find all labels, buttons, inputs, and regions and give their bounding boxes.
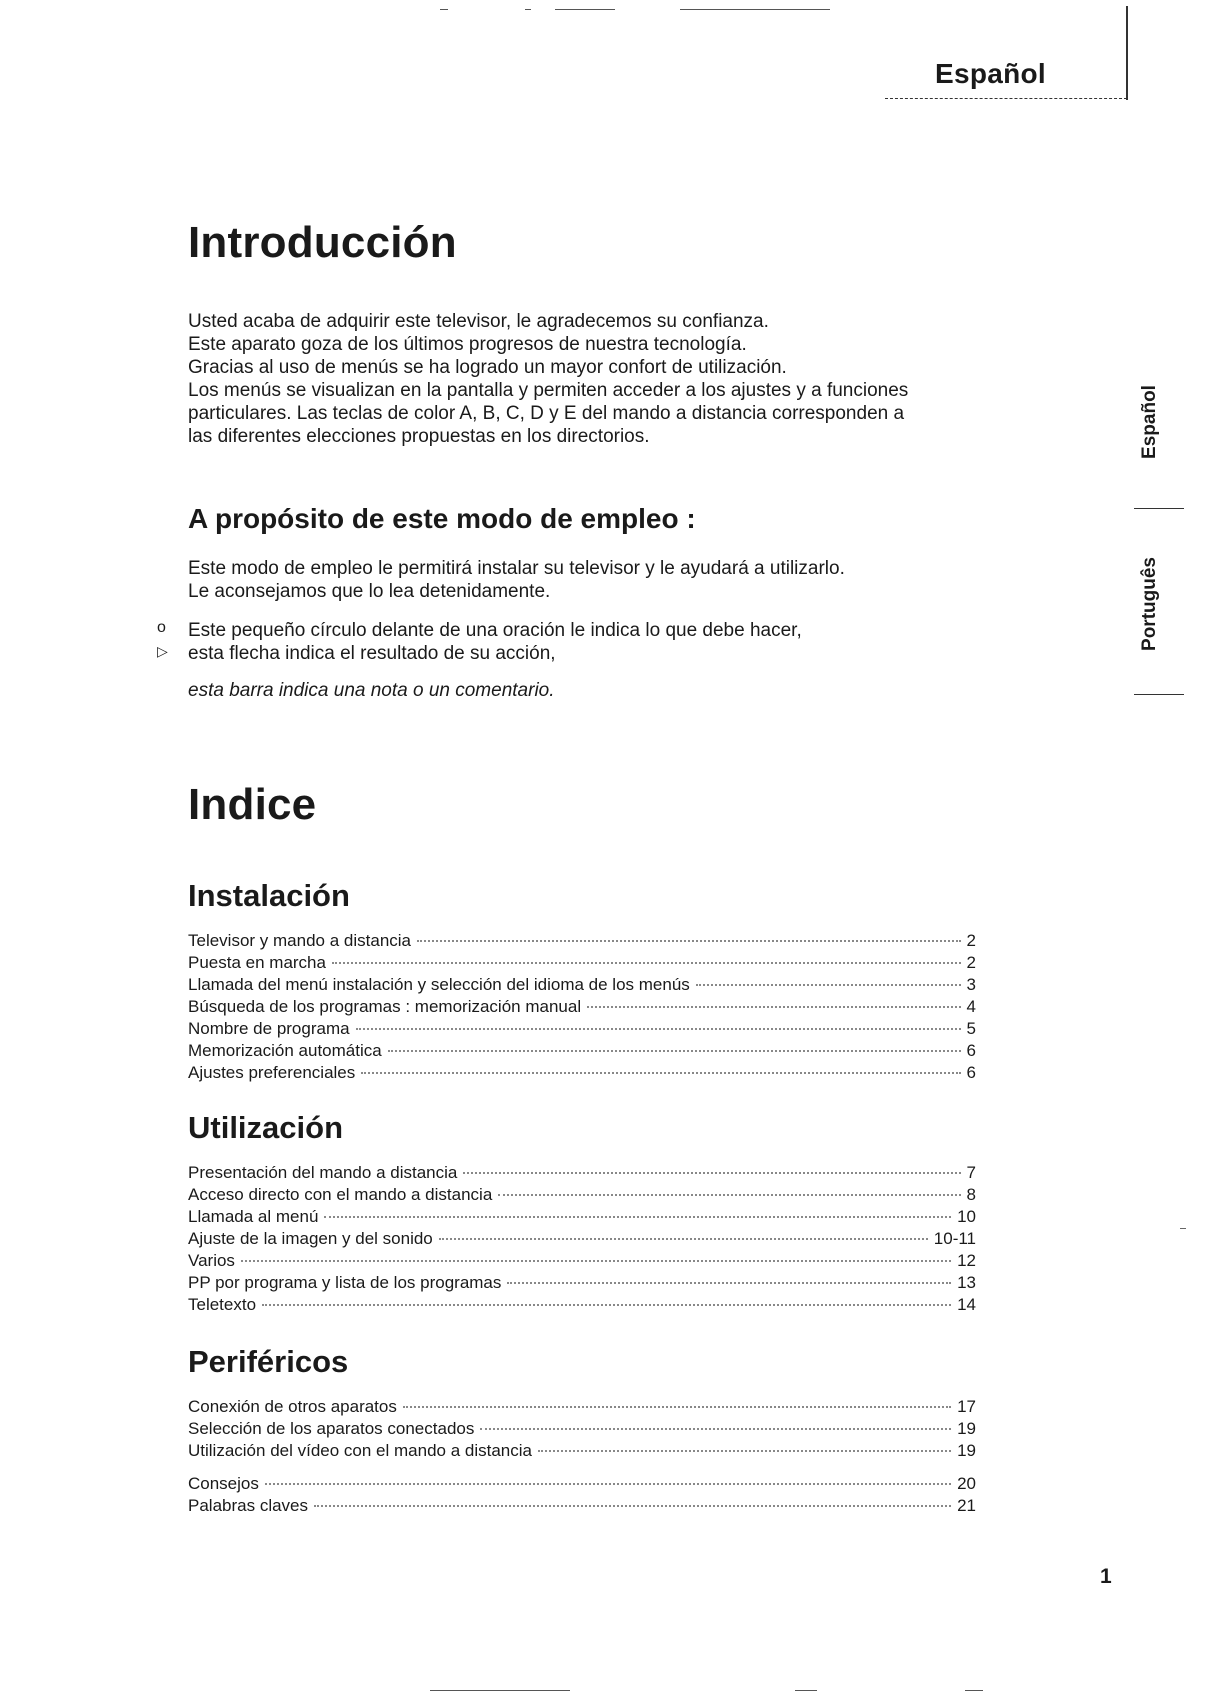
toc-entry[interactable] (188, 952, 976, 974)
side-tab-espanol-label: Español (1139, 385, 1160, 459)
toc-entry-page: 3 (966, 975, 976, 994)
toc-entry-page: 10-11 (933, 1229, 976, 1248)
toc-entry[interactable] (188, 1162, 976, 1184)
intro-line: Usted acaba de adquirir este televisor, le agradecemos su confianza. (188, 311, 769, 332)
scan-artifact (1180, 1228, 1186, 1229)
arrow-marker: ▷ (157, 643, 168, 659)
toc-entry-label: Presentación del mando a distancia (188, 1163, 458, 1182)
circle-text (188, 619, 1018, 642)
toc-leader (361, 1072, 960, 1074)
scan-artifact (555, 9, 615, 10)
toc-entry-label: Conexión de otros aparatos (188, 1397, 397, 1416)
toc-entry-page: 2 (966, 953, 976, 972)
intro-title: Introducción (188, 218, 457, 267)
scan-artifact (525, 9, 531, 10)
about-title: A propósito de este modo de empleo : (188, 503, 696, 534)
toc-entry-label: Ajuste de la imagen y del sonido (188, 1229, 433, 1248)
intro-line: Gracias al uso de menús se ha logrado un mayor confort de utilización. (188, 357, 787, 378)
toc-entry[interactable] (188, 1418, 976, 1440)
toc-entry-page: 7 (966, 1163, 976, 1182)
toc-entry-label: Acceso directo con el mando a distancia (188, 1185, 493, 1204)
toc-entry-page: 5 (966, 1019, 976, 1038)
index-title: Indice (188, 780, 317, 829)
toc-entry-page: 17 (957, 1397, 976, 1416)
intro-line: particulares. Las teclas de color A, B, C, D y E del mando a distancia corresponden a (188, 403, 905, 424)
toc-entry-label: Ajustes preferenciales (188, 1063, 356, 1082)
toc-gap (188, 1462, 976, 1473)
circle-text-line: Este pequeño círculo delante de una oración le indica lo que debe hacer, (188, 620, 802, 641)
toc-leader (262, 1304, 951, 1306)
toc-entry-page: 19 (957, 1441, 976, 1460)
toc-entry-label: Utilización del vídeo con el mando a distancia (188, 1441, 532, 1460)
toc-entry-page: 21 (957, 1496, 976, 1515)
intro-line: las diferentes elecciones propuestas en los directorios. (188, 426, 650, 447)
toc-entry[interactable] (188, 1272, 976, 1294)
toc-leader (265, 1483, 951, 1485)
scan-artifact (680, 9, 830, 10)
bar-note (188, 679, 1018, 702)
toc-entry[interactable] (188, 1040, 976, 1062)
toc-entry[interactable] (188, 1250, 976, 1272)
toc-entry[interactable] (188, 1018, 976, 1040)
toc-leader (356, 1028, 961, 1030)
section-title-perifericos: Periféricos (188, 1344, 349, 1379)
toc-leader (403, 1406, 951, 1408)
scan-artifact (440, 9, 448, 10)
toc-entry-label: Memorización automática (188, 1041, 382, 1060)
toc-leader (388, 1050, 961, 1052)
intro-paragraph (188, 310, 1018, 448)
tab-divider (1134, 508, 1184, 509)
header-margin-line (1126, 6, 1128, 100)
toc-leader (587, 1006, 960, 1008)
toc-entry-label: Televisor y mando a distancia (188, 931, 412, 950)
toc-entry-page: 6 (966, 1063, 976, 1082)
toc-entry-label: Palabras claves (188, 1496, 309, 1515)
toc-entry-label: Llamada al menú (188, 1207, 319, 1226)
toc-entry[interactable] (188, 974, 976, 996)
toc-leader (324, 1216, 951, 1218)
toc-entry-page: 2 (966, 931, 976, 950)
toc-entry-page: 4 (966, 997, 976, 1016)
toc-entry-label: PP por programa y lista de los programas (188, 1273, 502, 1292)
toc-entry-label: Puesta en marcha (188, 953, 326, 972)
intro-line: Los menús se visualizan en la pantalla y permiten acceder a los ajustes y a funciones (188, 380, 909, 401)
toc-entry[interactable] (188, 1396, 976, 1418)
toc-instalacion (188, 930, 976, 1084)
toc-entry[interactable] (188, 996, 976, 1018)
toc-entry-label: Consejos (188, 1474, 259, 1493)
toc-entry[interactable] (188, 1228, 976, 1250)
toc-leader (314, 1505, 951, 1507)
toc-entry[interactable] (188, 1062, 976, 1084)
toc-leader (480, 1428, 951, 1430)
toc-entry-label: Varios (188, 1251, 235, 1270)
section-title-instalacion: Instalación (188, 878, 350, 913)
about-line: Este modo de empleo le permitirá instalar su televisor y le ayudará a utilizarlo. (188, 558, 845, 579)
toc-entry[interactable] (188, 1206, 976, 1228)
scan-artifact (965, 1690, 983, 1691)
section-title-utilizacion: Utilización (188, 1110, 344, 1145)
toc-entry-page: 8 (966, 1185, 976, 1204)
toc-entry[interactable] (188, 1440, 976, 1462)
tab-divider (1134, 694, 1184, 695)
toc-entry[interactable] (188, 930, 976, 952)
toc-entry-page: 14 (957, 1295, 976, 1314)
bar-note-line: esta barra indica una nota o un comentario. (188, 680, 555, 701)
circle-marker: o (157, 619, 166, 636)
about-line: Le aconsejamos que lo lea detenidamente. (188, 581, 551, 602)
intro-line: Este aparato goza de los últimos progresos de nuestra tecnología. (188, 334, 747, 355)
toc-leader (463, 1172, 960, 1174)
toc-leader (696, 984, 961, 986)
toc-entry[interactable] (188, 1184, 976, 1206)
toc-entry-page: 10 (957, 1207, 976, 1226)
about-paragraph (188, 557, 1018, 603)
toc-entry[interactable] (188, 1473, 976, 1495)
toc-entry-label: Búsqueda de los programas : memorización manual (188, 997, 582, 1016)
toc-entry-page: 13 (957, 1273, 976, 1292)
toc-entry-page: 19 (957, 1419, 976, 1438)
arrow-text-line: esta flecha indica el resultado de su acción, (188, 643, 556, 664)
toc-leader (332, 962, 961, 964)
toc-entry-page: 12 (957, 1251, 976, 1270)
toc-entry-label: Llamada del menú instalación y selección del idioma de los menús (188, 975, 690, 994)
toc-leader (417, 940, 961, 942)
toc-leader (538, 1450, 951, 1452)
toc-leader (507, 1282, 951, 1284)
header-underline (885, 98, 1127, 99)
toc-leader (241, 1260, 951, 1262)
toc-leader (439, 1238, 928, 1240)
toc-entry-page: 20 (957, 1474, 976, 1493)
toc-entry-label: Teletexto (188, 1295, 257, 1314)
toc-perifericos (188, 1396, 976, 1517)
toc-utilizacion (188, 1162, 976, 1316)
scan-artifact (430, 1690, 570, 1691)
page-number: 1 (1100, 1565, 1112, 1588)
scan-artifact (795, 1690, 817, 1691)
toc-entry[interactable] (188, 1495, 976, 1517)
side-tab-portugues-label: Português (1139, 557, 1160, 651)
language-header: Español (935, 58, 1047, 89)
arrow-text (188, 642, 1018, 665)
toc-leader (498, 1194, 960, 1196)
toc-entry-page: 6 (966, 1041, 976, 1060)
toc-entry-label: Nombre de programa (188, 1019, 350, 1038)
toc-entry[interactable] (188, 1294, 976, 1316)
toc-entry-label: Selección de los aparatos conectados (188, 1419, 475, 1438)
